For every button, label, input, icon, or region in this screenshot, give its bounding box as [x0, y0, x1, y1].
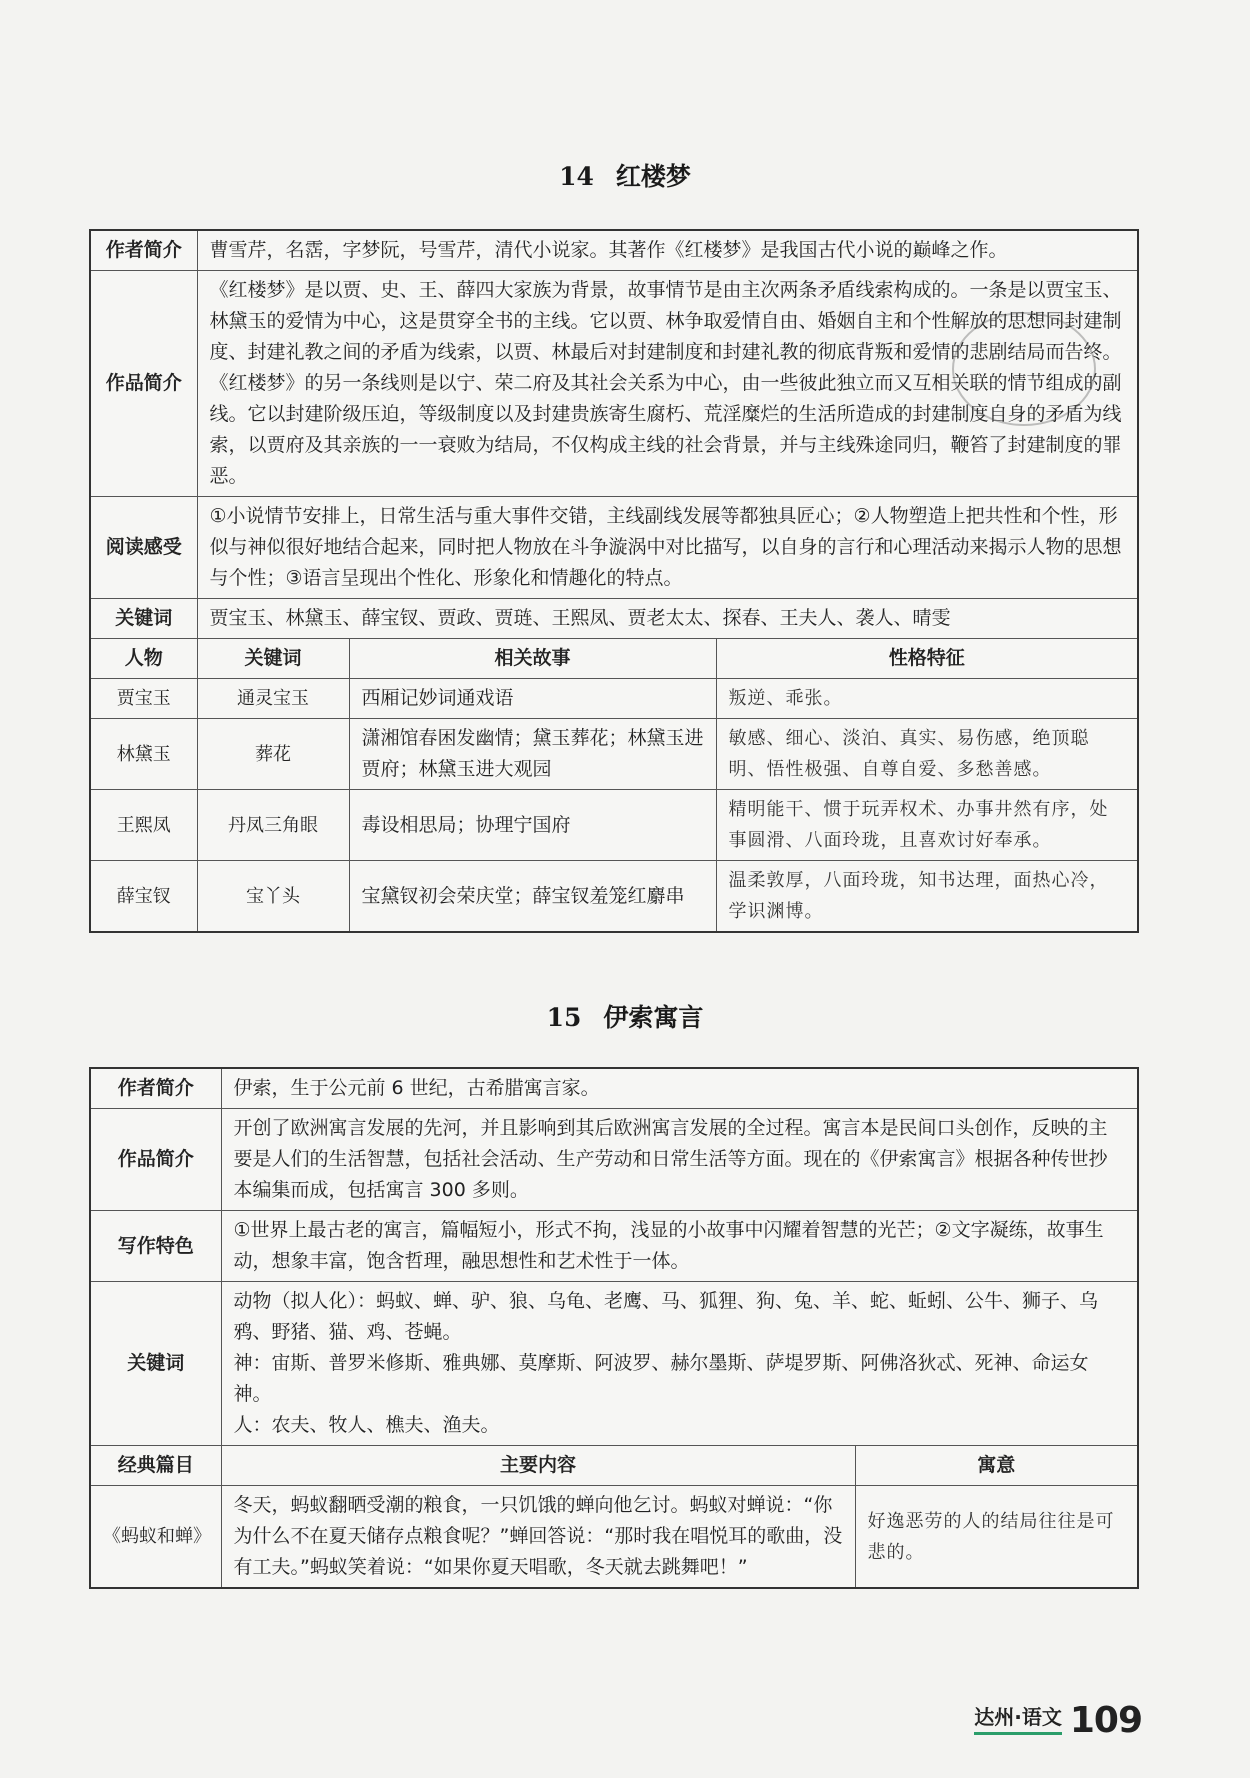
- character-story: 毒设相思局；协理宁国府: [349, 790, 716, 861]
- fable-title: 《蚂蚁和蝉》: [90, 1486, 221, 1589]
- fable-moral: 好逸恶劳的人的结局往往是可悲的。: [855, 1486, 1138, 1589]
- character-name: 林黛玉: [90, 719, 197, 790]
- header-traits: 性格特征: [716, 639, 1138, 679]
- writing-text: ①世界上最古老的寓言，篇幅短小，形式不拘，浅显的小故事中闪耀着智慧的光芒；②文字凝练，故事生动，想象丰富，饱含哲理，融思想性和艺术性于一体。: [221, 1211, 1138, 1282]
- section-15-table: [89, 1067, 1139, 1589]
- work-label: 作品简介: [90, 271, 197, 497]
- keywords-row: [90, 599, 1138, 639]
- table-row: [90, 861, 1138, 933]
- keywords-text: 贾宝玉、林黛玉、薛宝钗、贾政、贾琏、王熙凤、贾老太太、探春、王夫人、袭人、晴雯: [197, 599, 1138, 639]
- keywords-cell: [221, 1282, 1138, 1446]
- character-keyword: 葬花: [197, 719, 349, 790]
- keywords-people: 人：农夫、牧人、樵夫、渔夫。: [233, 1414, 500, 1436]
- header-moral: 寓意: [855, 1446, 1138, 1486]
- feeling-row: [90, 497, 1138, 599]
- character-traits: 敏感、细心、淡泊、真实、易伤感，绝顶聪明、悟性极强、自尊自爱、多愁善感。: [716, 719, 1138, 790]
- author-row: [90, 230, 1138, 271]
- region-subject-label: 达州·语文: [974, 1701, 1062, 1735]
- character-story: 西厢记妙词通戏语: [349, 679, 716, 719]
- section-number: 14: [559, 162, 594, 191]
- fable-content: 冬天，蚂蚁翻晒受潮的粮食，一只饥饿的蝉向他乞讨。蚂蚁对蝉说：“你为什么不在夏天储存点粮食呢？”蝉回答说：“那时我在唱悦耳的歌曲，没有工夫。”蚂蚁笑着说：“如果你夏天唱歌，冬天就去跳舞吧！”: [221, 1486, 855, 1589]
- work-row: [90, 1109, 1138, 1211]
- page-footer: [974, 1700, 1142, 1741]
- section-15-title: [0, 998, 1250, 1034]
- keywords-label: 关键词: [90, 599, 197, 639]
- section-title-text: 红楼梦: [615, 162, 691, 191]
- fable-header-row: [90, 1446, 1138, 1486]
- character-story: 宝黛钗初会荣庆堂；薛宝钗羞笼红麝串: [349, 861, 716, 933]
- author-label: 作者简介: [90, 1068, 221, 1109]
- character-keyword: 通灵宝玉: [197, 679, 349, 719]
- header-content: 主要内容: [221, 1446, 855, 1486]
- character-traits: 温柔敦厚，八面玲珑，知书达理，面热心冷，学识渊博。: [716, 861, 1138, 933]
- character-keyword: 宝丫头: [197, 861, 349, 933]
- character-keyword: 丹凤三角眼: [197, 790, 349, 861]
- character-header-row: [90, 639, 1138, 679]
- work-text: 《红楼梦》是以贾、史、王、薛四大家族为背景，故事情节是由主次两条矛盾线索构成的。一条是以贾宝玉、林黛玉的爱情为中心，这是贯穿全书的主线。它以贾、林争取爱情自由、婚姻自主和个性解放的思想同封建制度、封建礼教之间的矛盾为线索，以贾、林最后对封建制度和封建礼教的彻底背叛和爱情的悲剧结局而告终。《红楼梦》的另一条线则是以宁、荣二府及其社会关系为中心，由一些彼此独立而又互相关联的情节组成的副线。它以封建阶级压迫，等级制度以及封建贵族寄生腐朽、荒淫糜烂的生活所造成的封建制度自身的矛盾为线索，以贾府及其亲族的一一衰败为结局，不仅构成主线的社会背景，并与主线殊途同归，鞭笞了封建制度的罪恶。: [197, 271, 1138, 497]
- keywords-gods: 神：宙斯、普罗米修斯、雅典娜、莫摩斯、阿波罗、赫尔墨斯、萨堤罗斯、阿佛洛狄忒、死神、命运女神。: [233, 1352, 1089, 1405]
- section-title-text: 伊索寓言: [603, 1003, 704, 1032]
- feeling-text: ①小说情节安排上，日常生活与重大事件交错，主线副线发展等都独具匠心；②人物塑造上把共性和个性，形似与神似很好地结合起来，同时把人物放在斗争漩涡中对比描写，以自身的言行和心理活动来揭示人物的思想与个性；③语言呈现出个性化、形象化和情趣化的特点。: [197, 497, 1138, 599]
- header-person: 人物: [90, 639, 197, 679]
- header-title: 经典篇目: [90, 1446, 221, 1486]
- keywords-animals: 动物（拟人化）：蚂蚁、蝉、驴、狼、乌龟、老鹰、马、狐狸、狗、兔、羊、蛇、蚯蚓、公牛、狮子、乌鸦、野猪、猫、鸡、苍蝇。: [233, 1290, 1099, 1343]
- author-text: 曹雪芹，名霑，字梦阮，号雪芹，清代小说家。其著作《红楼梦》是我国古代小说的巅峰之作。: [197, 230, 1138, 271]
- keywords-label: 关键词: [90, 1282, 221, 1446]
- section-number: 15: [546, 1003, 582, 1032]
- table-row: [90, 719, 1138, 790]
- feeling-label: 阅读感受: [90, 497, 197, 599]
- table-row: [90, 679, 1138, 719]
- header-keyword: 关键词: [197, 639, 349, 679]
- keywords-row: [90, 1282, 1138, 1446]
- character-name: 王熙凤: [90, 790, 197, 861]
- writing-row: [90, 1211, 1138, 1282]
- work-text: 开创了欧洲寓言发展的先河，并且影响到其后欧洲寓言发展的全过程。寓言本是民间口头创作，反映的主要是人们的生活智慧，包括社会活动、生产劳动和日常生活等方面。现在的《伊索寓言》根据各种传世抄本编集而成，包括寓言 300 多则。: [221, 1109, 1138, 1211]
- character-name: 贾宝玉: [90, 679, 197, 719]
- writing-label: 写作特色: [90, 1211, 221, 1282]
- table-row: [90, 1486, 1138, 1589]
- header-story: 相关故事: [349, 639, 716, 679]
- character-story: 潇湘馆春困发幽情；黛玉葬花；林黛玉进贾府；林黛玉进大观园: [349, 719, 716, 790]
- table-row: [90, 790, 1138, 861]
- character-name: 薛宝钗: [90, 861, 197, 933]
- work-label: 作品简介: [90, 1109, 221, 1211]
- author-label: 作者简介: [90, 230, 197, 271]
- page-number: 109: [1069, 1700, 1142, 1741]
- section-14-title: [0, 157, 1250, 193]
- stamp-mark: [952, 312, 1096, 426]
- character-traits: 精明能干、惯于玩弄权术、办事井然有序，处事圆滑、八面玲珑，且喜欢讨好奉承。: [716, 790, 1138, 861]
- author-text: 伊索，生于公元前 6 世纪，古希腊寓言家。: [221, 1068, 1138, 1109]
- author-row: [90, 1068, 1138, 1109]
- character-traits: 叛逆、乖张。: [716, 679, 1138, 719]
